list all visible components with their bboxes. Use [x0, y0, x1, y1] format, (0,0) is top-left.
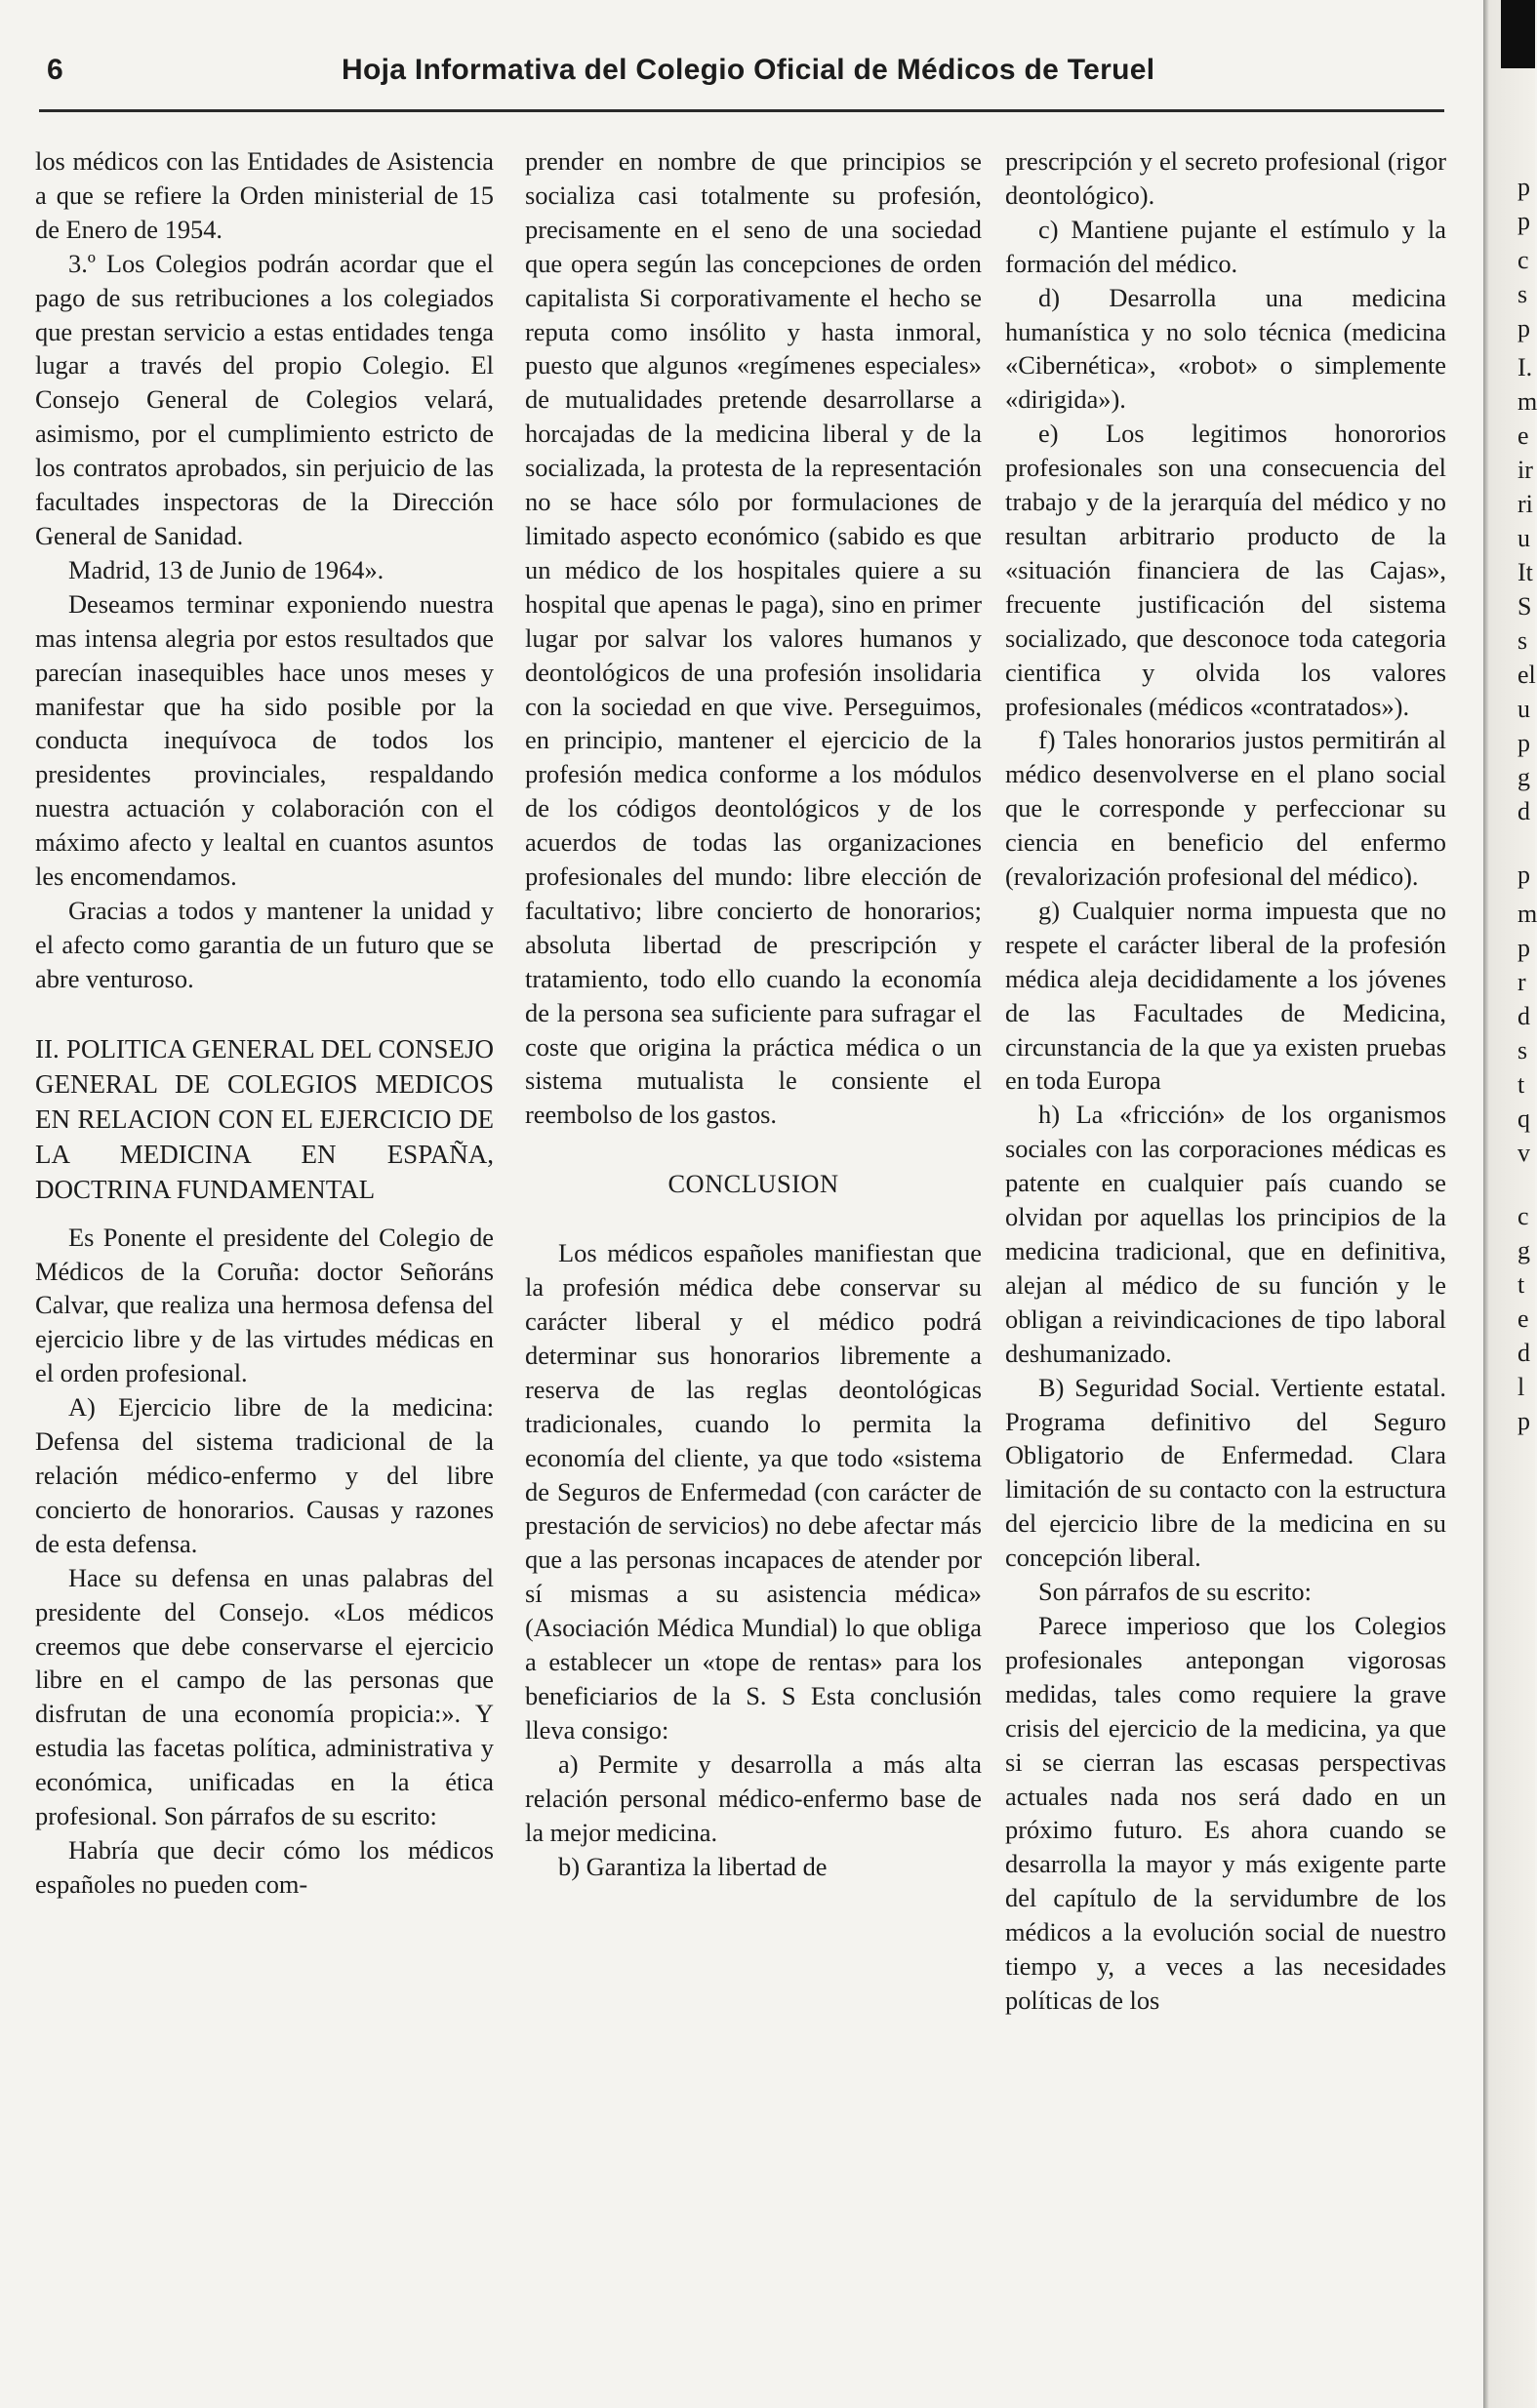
edge-letter: p [1517, 861, 1530, 889]
edge-letter: t [1517, 1070, 1525, 1099]
edge-letter: It [1517, 558, 1533, 586]
edge-letter: t [1517, 1270, 1525, 1299]
edge-letter: p [1517, 314, 1530, 342]
column-1 [35, 144, 494, 1902]
paragraph: Hace su defensa en unas palabras del presidente del Consejo. «Los médicos creemos que debe conservarse el ejercicio libre en el campo de las personas que disfrutan de una economía propicia:». Y estudia las facetas política, administrativa y económica, unificadas en la ética profesional. Son párrafos de su escrito: [35, 1562, 494, 1831]
paragraph: los médicos con las Entidades de Asistencia a que se refiere la Orden ministerial de 15 de Enero de 1954. [35, 146, 494, 244]
edge-letter: u [1517, 695, 1530, 723]
list-item: f) Tales honorarios justos permitirán al médico desenvolverse en el plano social que le corresponde y perfeccionar su ciencia en beneficio del enfermo (revalorización profesional del médico). [1005, 725, 1446, 892]
list-item: d) Desarrolla una medicina humanística y no solo técnica (medicina «Cibernética», «robot» o simplemente «dirigida»). [1005, 282, 1446, 415]
edge-letter: e [1517, 421, 1529, 450]
column-2 [525, 144, 982, 1883]
edge-letter: c [1517, 246, 1529, 274]
edge-letter: p [1517, 1407, 1530, 1435]
edge-letter: v [1517, 1139, 1530, 1167]
edge-letter: r [1517, 968, 1526, 996]
paragraph: Gracias a todos y mantener la unidad y el afecto como garantia de un futuro que se abre venturoso. [35, 895, 494, 993]
paragraph: Habría que decir cómo los médicos españoles no pueden com- [35, 1834, 494, 1899]
list-item: e) Los legitimos honororios profesionales son una consecuencia del trabajo y de la jerarquía del médico y no resultan arbitrario producto de la «situación financiera de las Cajas», frecuente justificación del sistema socializado, que desconoce toda categoria cientifica y olvida los valores profesionales (médicos «contratados»). [1005, 419, 1446, 721]
paragraph: Son párrafos de su escrito: [1038, 1577, 1312, 1607]
paragraph: prescripción y el secreto profesional (rigor deontológico). [1005, 146, 1446, 210]
edge-letter: I. [1517, 353, 1533, 381]
edge-letter: ri [1517, 490, 1533, 518]
edge-letter: g [1517, 763, 1530, 791]
edge-letter: s [1517, 280, 1528, 308]
edge-letter: m [1517, 900, 1537, 928]
running-title: Hoja Informativa del Colegio Oficial de Médicos de Teruel [342, 54, 1155, 86]
paragraph: B) Seguridad Social. Vertiente estatal. Programa definitivo del Seguro Obligatorio de Enfermedad. Clara limitación de su contacto con la estructura del ejercicio libre de la medicina en su concepción liberal. [1005, 1372, 1446, 1573]
list-item: c) Mantiene pujante el estímulo y la formación del médico. [1005, 214, 1446, 278]
edge-letter: d [1517, 1339, 1530, 1367]
binding-shadow [1501, 0, 1535, 68]
paragraph: 3.º Los Colegios podrán acordar que el pago de sus retribuciones a los colegiados que prestan servicio a estas entidades tenga lugar a través del propio Colegio. El Consejo General de Colegios velará, asimismo, por el cumplimiento estricto de los contratos aprobados, sin perjuicio de las facultades inspectoras de la Dirección General de Sanidad. [35, 248, 494, 550]
edge-letter: g [1517, 1236, 1530, 1264]
paragraph: A) Ejercicio libre de la medicina: Defensa del sistema tradicional de la relación médico-enfermo y del libre concierto de honorarios. Causas y razones de esta defensa. [35, 1392, 494, 1558]
edge-letter: c [1517, 1202, 1529, 1230]
edge-letter: p [1517, 729, 1530, 757]
section-heading: II. POLITICA GENERAL DEL CONSEJO GENERAL DE COLEGIOS MEDICOS EN RELACION CON EL EJERCICIO DE LA MEDICINA EN ESPAÑA, DOCTRINA FUNDAMENTAL [35, 1033, 494, 1204]
paragraph: Parece imperioso que los Colegios profesionales antepongan vigorosas medidas, tales como requiere la grave crisis del ejercicio de la medicina, ya que si se cierran las escasas perspectivas actuales nada nos será dado en un próximo futuro. Es ahora cuando se desarrolla la mayor y más exigente parte del capítulo de la servidumbre de los médicos a la evolución social de nuestro tiempo y, a veces a las necesidades políticas de los [1005, 1610, 1446, 2015]
date-line: Madrid, 13 de Junio de 1964». [68, 554, 384, 584]
list-item: b) Garantiza la libertad de [558, 1851, 828, 1881]
edge-letter: q [1517, 1104, 1530, 1133]
column-3 [1005, 144, 1446, 2018]
edge-letter: e [1517, 1304, 1529, 1333]
paragraph: Deseamos terminar exponiendo nuestra mas intensa alegria por estos resultados que parecían inasequibles hace unos meses y manifestar que ha sido posible por la conducta inequívoca de todos los presidentes provinciales, respaldando nuestra actuación y colaboración con el máximo afecto y lealtal en cuantos asuntos les encomendamos. [35, 588, 494, 892]
header-rule [39, 109, 1444, 112]
edge-letter: p [1517, 934, 1530, 962]
edge-letter: l [1517, 1373, 1525, 1401]
edge-letter: d [1517, 1002, 1530, 1030]
edge-letter: el [1517, 661, 1536, 689]
list-item: g) Cualquier norma impuesta que no respete el carácter liberal de la profesión médica aleja decididamente a los jóvenes de las Facultades de Medicina, circunstancia de la que ya existen pruebas en toda Europa [1005, 895, 1446, 1096]
page-number: 6 [47, 54, 63, 86]
edge-letter: u [1517, 524, 1530, 552]
edge-letter: s [1517, 626, 1528, 655]
edge-letter: p [1517, 173, 1530, 201]
edge-letter: m [1517, 387, 1537, 416]
edge-letter: d [1517, 797, 1530, 825]
list-item: a) Permite y desarrolla a más alta relación personal médico-enfermo base de la mejor medicina. [525, 1748, 982, 1847]
list-item: h) La «fricción» de los organismos sociales con las corporaciones médicas es patente en cualquier país cuando se olvidan por aquellas los principios de la medicina tradicional, que en definitiva, alejan al médico de su función y le obligan a reivindicaciones de tipo laboral deshumanizado. [1005, 1100, 1446, 1368]
edge-letter: p [1517, 207, 1530, 235]
edge-letter: s [1517, 1036, 1528, 1064]
paragraph: Los médicos españoles manifiestan que la profesión médica debe conservar su carácter liberal y el médico podrá determinar sus honorarios libremente a reserva de las reglas deontológicas tradicionales, cuando lo permita la economía del cliente, ya que todo «sistema de Seguros de Enfermedad (con carácter de prestación de servicios) no debe afectar más que a las personas incapaces de atender por sí mismas a su asistencia médica» (Asociación Médica Mundial) lo que obliga a establecer un «tope de rentas» para los beneficiarios de la S. S Esta conclusión lleva consigo: [525, 1238, 982, 1745]
edge-letter: ir [1517, 456, 1533, 484]
conclusion-heading: CONCLUSION [667, 1169, 839, 1199]
paragraph: prender en nombre de que principios se socializa casi totalmente su profesión, precisamente en el seno de una sociedad que opera según las concepciones de orden capitalista Si corporativamente el hecho se reputa como insólito y hasta inmoral, puesto que algunos «regímenes especiales» de mutualidades pretende desarrollarse a horcajadas de la medicina liberal y de la socializada, la protesta de la representación no se hace sólo por formulaciones de limitado aspecto económico (sabido es que un médico de los hospitales quiere a su hospital que apenas le paga), sino en primer lugar por salvar los valores humanos y deontológicos de una profesión insolidaria con la sociedad en que vive. Perseguimos, en principio, mantener el ejercicio de la profesión medica conforme a los módulos de los códigos deontológicos y de los acuerdos de todas las organizaciones profesionales del mundo: libre elección de facultativo; libre concierto de honorarios; absoluta libertad de prescripción y tratamiento, todo ello cuando la economía de la persona sea suficiente para sufragar el coste que origina la práctica médica o un sistema mutualista le consiente el reembolso de los gastos. [525, 146, 982, 1130]
edge-letter: S [1517, 592, 1532, 621]
next-page-edge [1483, 0, 1535, 2408]
paragraph: Es Ponente el presidente del Colegio de Médicos de la Coruña: doctor Señoráns Calvar, que realiza una hermosa defensa del ejercicio libre y de las virtudes médicas en el orden profesional. [35, 1222, 494, 1388]
